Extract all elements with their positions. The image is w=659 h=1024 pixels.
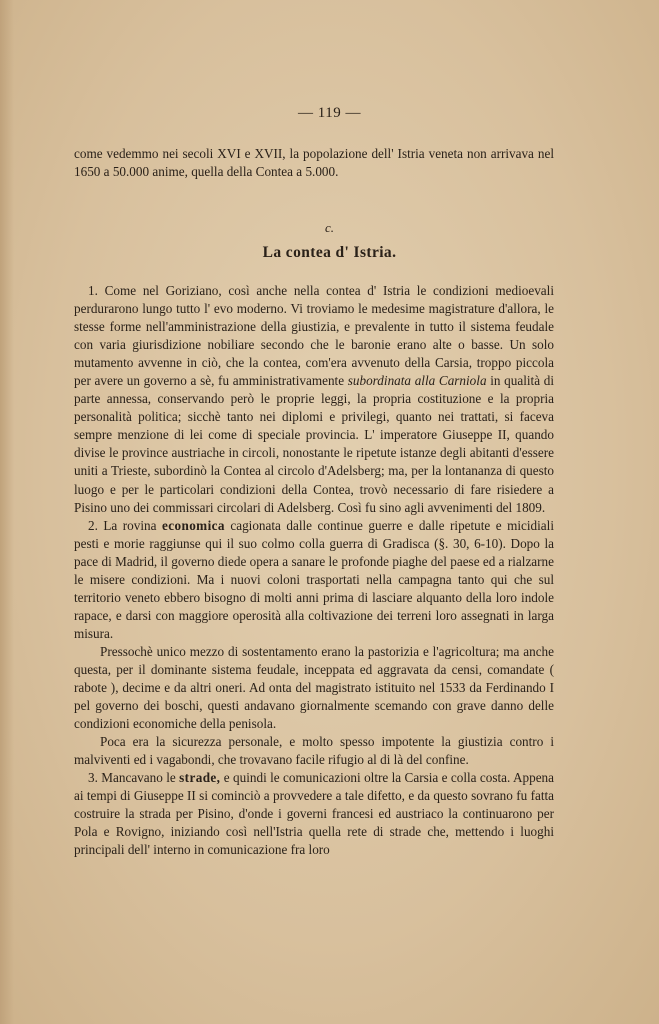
paragraph-2-bold: economica: [161, 517, 225, 533]
page-number: — 119 —: [298, 105, 361, 121]
paragraph-3: Pressochè unico mezzo di sostentamento erano la pastorizia e l'agricoltura; ma anche questa, per il dominante sistema feudale, inceppata ed aggravata da censi, comandate ( rabote ), decime e da altri oneri. Ad onta del magistrato istituito nel 1533 da Ferdinando I pel governo dei boschi, questi andavano giornalmente scemando con grave danno delle condizioni economiche della penisola.: [74, 643, 554, 732]
paragraph-5: [74, 769, 554, 859]
section-title: La contea d' Istria.: [262, 244, 397, 261]
paragraph-1-part-a: 1. Come nel Goriziano, così anche nella contea d' Istria le condizioni medioevali perdurarono lungo tutto l' evo moderno. Vi troviamo le medesime magistrature d'allora, le stesse forme nell'amministrazione della giustizia, e prevalente in tutto il sistema feudale con varia giurisdizione nobiliare secondo che le baronie erano alte o basse. Un solo mutamento avvenne in ciò, che la contea, com'era avvenuto della Carsia, troppo piccola per avere un governo a sè, fu amministrativamente: [74, 283, 554, 389]
paragraph-1-italic: subordinata alla Carniola: [347, 373, 487, 389]
intro-paragraph: [74, 145, 554, 181]
body-text: [74, 282, 554, 860]
paragraph-5-bold: strade,: [179, 770, 221, 786]
paragraph-5-part-a: 3. Mancavano le: [88, 770, 180, 786]
section-letter: c.: [324, 220, 335, 235]
paragraph-4: Poca era la sicurezza personale, e molto spesso impotente la giustizia contro i malviventi ed i vagabondi, che trovavano facile rifugio al di là del confine.: [74, 734, 554, 768]
paragraph-1: [74, 282, 554, 517]
intro-text: come vedemmo nei secoli XVI e XVII, la popolazione dell' Istria veneta non arrivava nel 1650 a 50.000 anime, quella della Contea a 5.000.: [74, 146, 554, 180]
paragraph-2-part-b: cagionata dalle continue guerre e dalle ripetute e micidiali pesti e morie raggiunse qui il suo colmo colla guerra di Gradisca (§. 30, 6-10). Dopo la pace di Madrid, il governo diede opera a sanare le profonde piaghe del paese ed a rialzarne le misere condizioni. Ma i nuovi coloni trasportati nella campagna tanto qui che sul territorio veneto ebbero bisogno di molti anni prima di lasciare alquanto della loro indole rapace, e darsi con maggiore operosità alla coltivazione dei terreni loro assegnati in larga misura.: [74, 517, 554, 641]
paragraph-2-part-a: 2. La rovina: [88, 517, 162, 533]
paragraph-5-part-b: e quindi le comunicazioni oltre la Carsia e colla costa. Appena ai tempi di Giuseppe II si cominciò a provvedere a tale difetto, e da questo sovrano fu fatta costruire la strada per Pisino, d'onde i governi francesi ed austriaco la continuarono per Pola e Rovigno, iniziando così nell'Istria quella rete di strade che, mettendo i luoghi principali dell' interno in comunicazione fra loro: [74, 770, 554, 858]
paragraph-2: [74, 517, 554, 643]
paragraph-1-part-b: in qualità di parte annessa, conservando però le proprie leggi, la propria costituzione e la propria personalità politica; sicchè tanto nei diplomi e privilegi, quanto nei trattati, si faceva sempre menzione di lei come di speciale provincia. L' imperatore Giuseppe II, quando divise le province austriache in circoli, nonostante le ripetute istanze degli abitanti d'essere uniti a Trieste, subordinò la Contea al circolo d'Adelsberg; ma, per la lontananza di questo luogo e per le particolari condizioni della Contea, trovò necessario di fare risiedere a Pisino uno dei commissari circolari di Adelsberg. Così fu sino agli avvenimenti del 1809.: [74, 373, 555, 515]
page-edge-shadow: [0, 0, 14, 1024]
